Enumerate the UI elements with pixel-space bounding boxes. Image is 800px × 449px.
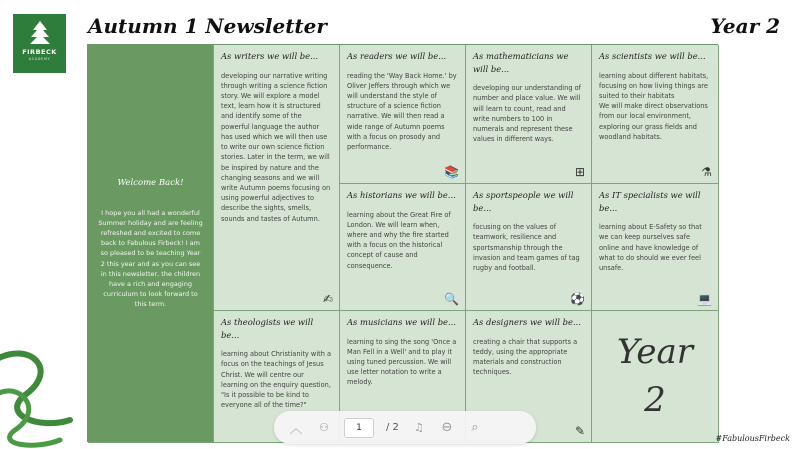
music-icon: ♫ <box>413 421 424 434</box>
science-icon: ⚗ <box>701 165 712 179</box>
it-heading: As IT specialists we will be... <box>599 190 701 213</box>
historians-heading: As historians we will be... <box>347 190 456 200</box>
computer-icon: 💻 <box>697 292 712 306</box>
previous-page-button[interactable]: ︿ <box>289 422 303 437</box>
welcome-panel <box>88 45 214 443</box>
books-icon: 📚 <box>444 165 459 179</box>
writers-heading: As writers we will be... <box>221 51 319 61</box>
welcome-text: I hope you all had a wonderful Summer holiday and are feeling refreshed and excited to come back to Fabulous Firbeck! I am so pleased to be teaching Year 2 this year and as you can see in this newsletter, the children have a rich and engaging curriculum to look forward to this term. <box>98 209 203 308</box>
designers-text: creating a chair that supports a teddy, using the appropriate materials and construction techniques. <box>473 337 578 377</box>
maths-section <box>466 45 592 184</box>
newsletter-grid <box>87 44 718 442</box>
sports-text: focusing on the values of teamwork, resilience and sportsmanship through the invasion and team games of tag rugby and football. <box>473 223 580 273</box>
school-subtitle: ACADEMY <box>28 57 51 61</box>
tree-icon <box>27 20 53 46</box>
page-total: / 2 <box>386 422 399 433</box>
zoom-out-button[interactable]: ⊖ <box>441 420 453 435</box>
designers-heading: As designers we will be... <box>473 317 581 327</box>
maths-heading: As mathematicians we will be... <box>473 51 569 74</box>
design-icon: ✎ <box>574 424 585 438</box>
welcome-heading: Welcome Back! <box>117 178 184 189</box>
year-number: 2 <box>644 379 666 420</box>
page-title: Autumn 1 Newsletter <box>88 14 327 38</box>
scientists-section <box>592 45 719 184</box>
maths-text: developing our understanding of number and place value. We will will learn to count, read and write numbers to 100 in numerals and represent these values in different ways. <box>473 84 581 144</box>
readers-section <box>340 45 466 184</box>
writers-section <box>214 45 340 311</box>
sports-heading: As sportspeople we will be... <box>473 190 574 213</box>
scientists-heading: As scientists we will be... <box>599 51 706 61</box>
writers-text: developing our narrative writing through writing a science fiction story. We will explore a model text, learn how it is structured and identify some of the powerful language the author has used which we will then use to write our own science fiction stories. Later in the term, we will be inspired by nature and the changing seasons and we will write Autumn poems focusing on using powerful adjectives to describe the sights, smells, sounds and tastes of Autumn. <box>221 71 331 223</box>
sports-icon: ⚽ <box>570 292 585 306</box>
historians-section <box>340 184 466 311</box>
readers-heading: As readers we will be... <box>347 51 447 61</box>
year-panel <box>592 311 719 443</box>
page-number-input[interactable] <box>344 418 374 438</box>
year-label: Year 2 <box>710 14 780 38</box>
musicians-text: learning to sing the song 'Once a Man Fell in a Well' and to play it using tuned percussion. We will use letter notation to write a melody. <box>347 337 457 387</box>
zoom-in-search-button[interactable]: ⌕ <box>471 420 479 435</box>
hashtag: #FabulousFirbeck <box>715 434 790 443</box>
school-logo <box>13 14 66 73</box>
school-name: FIRBECK <box>22 48 57 56</box>
year-word: Year <box>616 331 694 372</box>
calculator-icon: ⊞ <box>574 165 585 179</box>
green-swoosh-decoration <box>0 300 90 449</box>
it-text: learning about E-Safety so that we can keep ourselves safe online and have knowledge of what to do should we ever feel unsafe. <box>599 223 702 273</box>
musicians-heading: As musicians we will be... <box>347 317 456 327</box>
theologists-text: learning about Christianity with a focus on the teachings of Jesus Christ. We will centre our learning on the enquiry question, "Is it possible to be kind to everyone all of the time?" <box>221 350 332 410</box>
magnifier-icon: 🔍 <box>444 292 459 306</box>
historians-text: learning about the Great Fire of London. We will learn when, where and why the fire started with a focus on the historical concept of cause and consequence. <box>347 210 451 270</box>
scientists-text: learning about different habitats, focusing on how living things are suited to their habitats We will make direct observations from our local environment, exploring our grass fields and woodland habitats. <box>599 71 709 141</box>
people-icon: ⚇ <box>319 421 329 434</box>
theologists-heading: As theologists we will be... <box>221 317 314 340</box>
sports-section <box>466 184 592 311</box>
pdf-viewer-toolbar <box>274 411 536 444</box>
readers-text: reading the 'Way Back Home.' by Oliver Jeffers through which we will understand the style of structure of a science fiction narrative. We will then read a wide range of Autumn poems with a focus on prosody and performance. <box>347 71 457 152</box>
writing-hand-icon: ✍ <box>322 292 333 306</box>
it-section <box>592 184 719 311</box>
